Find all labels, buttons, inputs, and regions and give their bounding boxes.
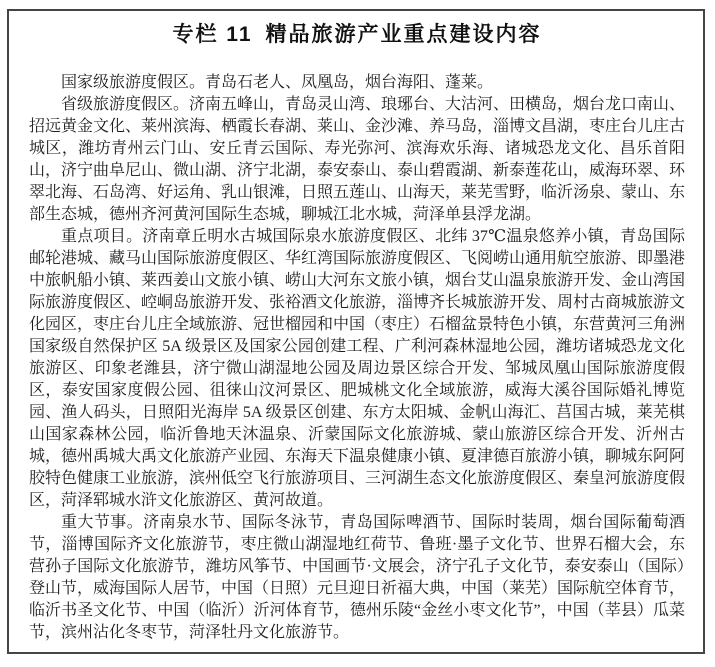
- column-11-panel: [7, 9, 705, 654]
- panel-body: [29, 72, 685, 644]
- paragraph: 重点项目。济南章丘明水古城国际泉水旅游度假区、北纬 37℃温泉悠养小镇，青岛国际邮轮港城、藏马山国际旅游度假区、华红湾国际旅游度假区、飞阅崂山通用航空旅游、即墨港中旅帆船小镇、莱西姜山文旅小镇、崂山大河东文旅小镇，烟台艾山温泉旅游开发、金山湾国际旅游度假区、崆峒岛旅游开发、张裕酒文化旅游，淄博齐长城旅游开发、周村古商城旅游文化园区，枣庄台儿庄全域旅游、冠世榴园和中国（枣庄）石榴盆景特色小镇，东营黄河三角洲国家级自然保护区 5A 级景区及国家公园创建工程、广利河森林湿地公园，潍坊诸城恐龙文化旅游区、印象老潍县，济宁微山湖湿地公园及周边景区综合开发、邹城凤凰山国际旅游度假区，泰安国家度假公园、徂徕山汶河景区、肥城桃文化全域旅游，威海大溪谷国际婚礼博览园、渔人码头，日照阳光海岸 5A 级景区创建、东方太阳城、金帆山海汇、莒国古城，莱芜棋山国家森林公园，临沂鲁地天沐温泉、沂蒙国际文化旅游城、蒙山旅游区综合开发、沂州古城，德州禹城大禹文化旅游产业园、东海天下温泉健康小镇、夏津德百旅游小镇，聊城东阿阿胶特色健康工业旅游，滨州低空飞行旅游项目、三河湖生态文化旅游度假区、秦皇河旅游度假区，菏泽郓城水浒文化旅游区、黄河故道。: [29, 228, 686, 509]
- paragraph: 国家级旅游度假区。青岛石老人、凤凰岛，烟台海阳、蓬莱。: [61, 74, 494, 91]
- paragraph: 重大节事。济南泉水节、国际冬泳节，青岛国际啤酒节、国际时装周，烟台国际葡萄酒节，淄博国际齐文化旅游节，枣庄微山湖湿地红荷节、鲁班·墨子文化节、世界石榴大会，东营孙子国际文化旅游节，潍坊风筝节、中国画节·文展会，济宁孔子文化节，泰安泰山（国际）登山节，威海国际人居节，中国（日照）元旦迎日祈福大典，中国（莱芜）国际航空体育节，临沂书圣文化节、中国（临沂）沂河体育节，德州乐陵“金丝小枣文化节”，中国（莘县）瓜菜节，滨州沾化冬枣节，菏泽牡丹文化旅游节。: [29, 514, 686, 641]
- panel-title-text: 精品旅游产业重点建设内容: [265, 23, 542, 46]
- panel-title-label: 专栏 11: [172, 23, 253, 46]
- panel-title: [29, 22, 685, 48]
- paragraph: 省级旅游度假区。济南五峰山，青岛灵山湾、琅琊台、大沽河、田横岛，烟台龙口南山、招远黄金文化、莱州滨海、栖霞长春湖、莱山、金沙滩、养马岛，淄博文昌湖，枣庄台儿庄古城区，潍坊青州云门山、安丘青云国际、寿光弥河、滨海欢乐海、诸城恐龙文化、昌乐首阳山，济宁曲阜尼山、微山湖、济宁北湖，泰安泰山、泰山碧霞湖、新泰莲花山，威海环翠、环翠北海、石岛湾、好运角、乳山银滩，日照五莲山、山海天，莱芜雪野，临沂汤泉、蒙山、东部生态城，德州齐河黄河国际生态城，聊城江北水城，菏泽单县浮龙湖。: [29, 96, 686, 223]
